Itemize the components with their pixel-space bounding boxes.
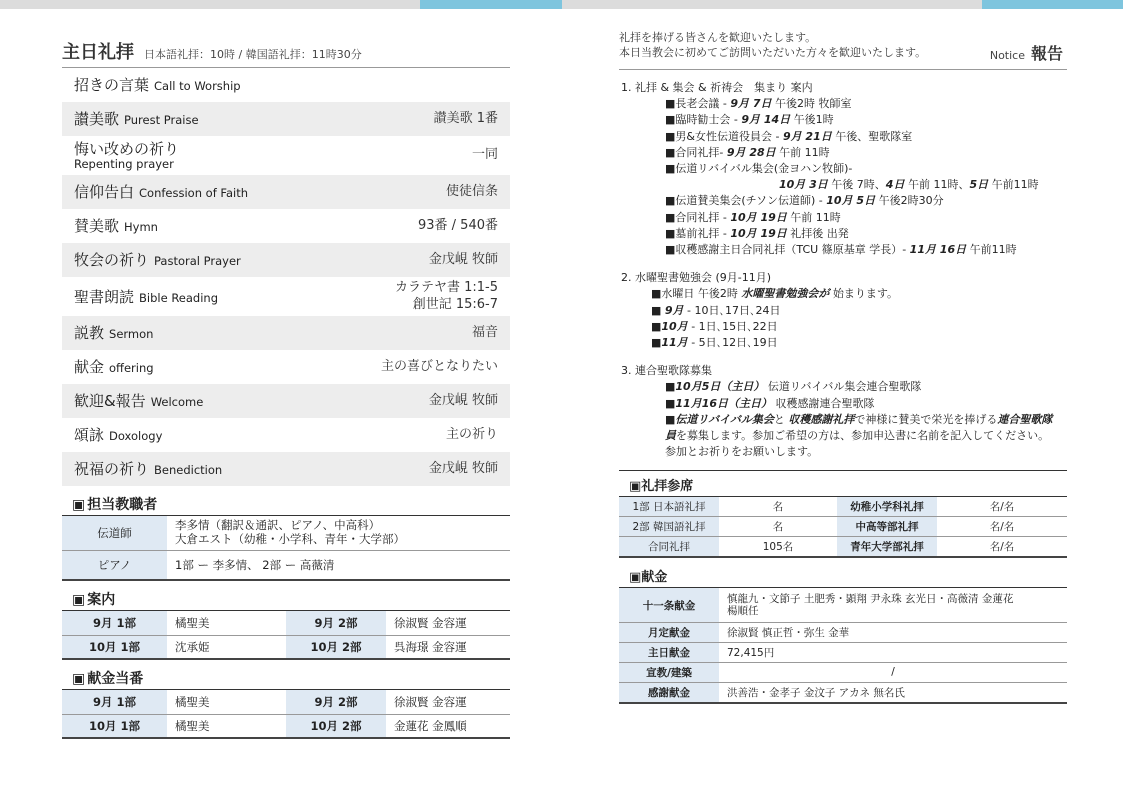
attendance-title-text: 礼拝参席 bbox=[641, 479, 694, 495]
announcement-item bbox=[619, 319, 1067, 335]
item-text: 伝道リバイバル集会連合聖歌隊 bbox=[764, 380, 922, 394]
order-en: Sermon bbox=[109, 327, 154, 341]
attendance-label: 中高等部礼拝 bbox=[837, 517, 937, 537]
guide-table bbox=[62, 611, 510, 660]
item-text: 午後 7時、 bbox=[827, 178, 886, 192]
offering-table bbox=[619, 588, 1067, 704]
bible-reading-1: カラテヤ書 1:1-5 bbox=[394, 279, 498, 295]
announcement-item bbox=[619, 379, 1067, 395]
table-row bbox=[619, 588, 1067, 622]
offering-label: 十一条献金 bbox=[619, 588, 719, 622]
worship-subtitle: 日本語礼拝：10時 / 韓国語礼拝：11時30分 bbox=[144, 48, 362, 61]
order-jp: 招きの言葉 bbox=[74, 76, 150, 94]
attendance-label: 合同礼拝 bbox=[619, 537, 719, 558]
order-value: 主の祈り bbox=[445, 426, 498, 442]
order-en: offering bbox=[109, 361, 154, 375]
duty-value: 金蓮花 金鳳順 bbox=[386, 714, 510, 738]
announcement-item bbox=[619, 145, 1067, 161]
order-value: 金戊峴 牧師 bbox=[428, 251, 498, 267]
offering-value-line: 楊順任 bbox=[727, 605, 759, 618]
worship-header bbox=[62, 32, 510, 68]
order-row bbox=[62, 452, 510, 486]
item-em: 9月 bbox=[664, 303, 684, 317]
item-text: ■水曜日 午後2時 bbox=[651, 287, 742, 301]
guide-title-text: 案内 bbox=[87, 592, 116, 609]
announcement-heading: 3. 連合聖歌隊募集 bbox=[621, 364, 712, 378]
staff-value-line: 李多情（翻訳＆通訳、ピアノ、中高科） bbox=[175, 518, 381, 532]
item-text: 礼拝後 出発 bbox=[786, 226, 849, 240]
announcement-item-cont bbox=[619, 177, 1067, 193]
table-row bbox=[62, 611, 510, 635]
guide-value: 徐淑賢 金容運 bbox=[386, 611, 510, 635]
table-row bbox=[62, 714, 510, 738]
offering-duty-section-title bbox=[62, 664, 510, 690]
item-text: で神様に賛美で栄光を捧げる bbox=[854, 412, 998, 426]
item-text: 始まります。 bbox=[829, 287, 899, 301]
item-text: 午後、聖歌隊室 bbox=[831, 129, 913, 143]
order-row bbox=[62, 418, 510, 452]
announcement-heading: 1. 礼拝 & 集会 & 祈祷会 集まり 案内 bbox=[621, 81, 813, 94]
item-text: ■ bbox=[665, 396, 676, 410]
announcement-item bbox=[619, 210, 1067, 226]
item-text: ■長老会議 - bbox=[665, 97, 731, 111]
report-title: 報告 bbox=[1030, 44, 1063, 63]
item-text: 午前11時 bbox=[966, 243, 1017, 257]
item-text: 午前 11時 bbox=[786, 210, 841, 224]
item-text: - 1日､15日､22日 bbox=[687, 319, 778, 333]
order-row bbox=[62, 350, 510, 384]
order-jp: 信仰告白 bbox=[74, 183, 135, 201]
item-text: 午後2時 牧師室 bbox=[771, 97, 852, 111]
announcement-item bbox=[619, 242, 1067, 258]
item-em: 10月 bbox=[661, 319, 688, 333]
welcome-line-2: 本日当教会に初めてご訪問いただいた方々を歓迎いたします。 bbox=[619, 46, 927, 60]
order-value: 讃美歌 1番 bbox=[433, 110, 498, 126]
table-row bbox=[619, 642, 1067, 662]
order-jp: 賛美歌 bbox=[74, 217, 120, 235]
order-value: 金戊峴 牧師 bbox=[428, 392, 498, 408]
order-en: Welcome bbox=[150, 395, 204, 409]
item-text: ■ bbox=[651, 336, 662, 350]
item-text: を募集します。参加ご希望の方は、参加申込書に名前を記入してください。参加とお祈りをお願いします。 bbox=[665, 429, 1050, 459]
item-text: ■合同礼拝 - bbox=[665, 210, 731, 224]
table-row bbox=[62, 516, 510, 550]
staff-label: 伝道師 bbox=[62, 516, 167, 550]
duty-label: 10月 2部 bbox=[286, 714, 386, 738]
order-jp: 祝福の祈り bbox=[74, 460, 150, 478]
order-jp: 讃美歌 bbox=[74, 110, 120, 128]
order-en: Purest Praise bbox=[124, 113, 199, 127]
offering-value: 洪善浩・金孝子 金汶子 アカネ 無名氏 bbox=[719, 682, 1067, 703]
square-bullet-icon: ▣ bbox=[629, 479, 642, 495]
attendance-value: 名/名 bbox=[937, 517, 1067, 537]
announcement-item bbox=[619, 129, 1067, 145]
item-em: 収穫感謝礼拝 bbox=[788, 412, 855, 426]
square-bullet-icon: ▣ bbox=[72, 592, 86, 609]
item-date: 4日 bbox=[885, 178, 905, 192]
order-jp: 歓迎&報告 bbox=[74, 392, 146, 410]
order-row bbox=[62, 68, 510, 102]
item-date: 9月 7日 bbox=[730, 97, 772, 111]
square-bullet-icon: ▣ bbox=[72, 497, 86, 513]
offering-value: 72,415円 bbox=[719, 642, 1067, 662]
table-row bbox=[62, 550, 510, 580]
duty-value: 橘聖美 bbox=[167, 690, 286, 714]
table-row bbox=[619, 682, 1067, 703]
attendance-table bbox=[619, 497, 1067, 558]
announcement-item bbox=[619, 193, 1067, 209]
item-text: ■男&女性伝道役員会 - bbox=[665, 129, 783, 143]
duty-value: 橘聖美 bbox=[167, 714, 286, 738]
attendance-label: 1部 日本語礼拝 bbox=[619, 497, 719, 517]
offering-duty-title-text: 献金当番 bbox=[87, 671, 144, 688]
order-row bbox=[62, 316, 510, 350]
notice-label: Notice bbox=[989, 49, 1025, 62]
order-row bbox=[62, 384, 510, 418]
staff-section-title bbox=[62, 490, 510, 516]
table-row bbox=[619, 497, 1067, 517]
item-em: 水曜聖書勉強会が bbox=[741, 287, 830, 301]
announcement-heading: 2. 水曜聖書勉強会 (9月-11月) bbox=[621, 271, 772, 285]
announcement-item bbox=[619, 161, 1067, 177]
item-text: ■ bbox=[665, 412, 676, 426]
item-text: 午前11時 bbox=[988, 178, 1039, 192]
order-jp: 献金 bbox=[74, 358, 105, 376]
item-text: 午後1時 bbox=[790, 113, 834, 127]
item-date: 10月 3日 bbox=[779, 178, 828, 192]
attendance-label: 2部 韓国語礼拝 bbox=[619, 517, 719, 537]
attendance-label: 幼稚小学科礼拝 bbox=[837, 497, 937, 517]
order-jp: 悔い改めの祈り bbox=[74, 139, 180, 158]
announcement-item bbox=[619, 396, 1067, 412]
item-date: 9月 28日 bbox=[726, 145, 776, 159]
staff-title-text: 担当教職者 bbox=[87, 497, 158, 513]
item-text: - 5日､12日､19日 bbox=[687, 336, 778, 350]
item-em: 11月 bbox=[661, 336, 688, 350]
item-date: 11月 16日 bbox=[909, 243, 967, 257]
table-row bbox=[619, 662, 1067, 682]
worship-title: 主日礼拝 bbox=[62, 42, 134, 63]
order-en: Pastoral Prayer bbox=[154, 254, 241, 268]
table-row bbox=[62, 635, 510, 659]
item-text: ■ bbox=[665, 380, 676, 394]
top-bar-right-accent bbox=[982, 0, 1123, 9]
item-em: 11月16日（主日） bbox=[675, 396, 773, 410]
top-bar-right bbox=[562, 0, 982, 9]
item-date: 10月 5日 bbox=[826, 194, 876, 208]
order-value: 福音 bbox=[471, 324, 498, 340]
attendance-label: 青年大学部礼拝 bbox=[837, 537, 937, 558]
bible-reading-2: 創世記 15:6-7 bbox=[412, 296, 498, 312]
item-text: ■ bbox=[651, 319, 662, 333]
square-bullet-icon: ▣ bbox=[629, 570, 642, 586]
duty-label: 9月 1部 bbox=[62, 690, 167, 714]
item-date: 9月 21日 bbox=[782, 129, 832, 143]
duty-label: 9月 2部 bbox=[286, 690, 386, 714]
order-row bbox=[62, 102, 510, 136]
guide-label: 9月 2部 bbox=[286, 611, 386, 635]
item-text: ■伝道賛美集会(チソン伝道師) - bbox=[665, 194, 827, 208]
order-en: Bible Reading bbox=[139, 290, 219, 305]
table-row bbox=[619, 537, 1067, 558]
offering-label: 主日献金 bbox=[619, 642, 719, 662]
order-value: 使徒信条 bbox=[445, 183, 498, 199]
offering-value bbox=[719, 588, 1067, 622]
item-text: 午前 11時、 bbox=[904, 178, 970, 192]
order-en: Benediction bbox=[154, 463, 223, 477]
order-en: Doxology bbox=[109, 429, 163, 443]
item-date: 10月 19日 bbox=[730, 226, 787, 240]
attendance-value: 名/名 bbox=[937, 537, 1067, 558]
duty-value: 徐淑賢 金容運 bbox=[386, 690, 510, 714]
item-text: 午後2時30分 bbox=[875, 194, 944, 208]
order-value: 一同 bbox=[471, 147, 498, 163]
table-row bbox=[619, 622, 1067, 642]
order-en: Call to Worship bbox=[154, 79, 241, 93]
offering-title-text: 献金 bbox=[641, 570, 668, 586]
staff-label: ピアノ bbox=[62, 550, 167, 580]
square-bullet-icon: ▣ bbox=[72, 671, 86, 688]
order-value: 金戊峴 牧師 bbox=[428, 460, 498, 476]
offering-value: 徐淑賢 慎正哲・弥生 金華 bbox=[719, 622, 1067, 642]
order-en: Confession of Faith bbox=[139, 186, 248, 200]
order-jp: 牧会の祈り bbox=[74, 251, 150, 269]
announcement-item bbox=[619, 335, 1067, 351]
guide-value: 呉海璟 金容運 bbox=[386, 635, 510, 659]
item-em: 連合聖歌隊員 bbox=[665, 412, 1053, 443]
item-text: ■合同礼拝- bbox=[665, 145, 727, 159]
guide-label: 10月 1部 bbox=[62, 635, 167, 659]
item-text: ■収穫感謝主日合同礼拝（TCU 篠原基章 学長）- bbox=[665, 243, 910, 257]
order-jp: 聖書朗読 bbox=[74, 287, 135, 306]
offering-label: 宣教/建築 bbox=[619, 662, 719, 682]
announcement-item bbox=[619, 112, 1067, 128]
offering-label: 月定献金 bbox=[619, 622, 719, 642]
item-text: - 10日､17日､24日 bbox=[683, 303, 781, 317]
order-of-service bbox=[62, 68, 510, 486]
offering-duty-table bbox=[62, 690, 510, 739]
announcement-item bbox=[619, 226, 1067, 242]
guide-label: 9月 1部 bbox=[62, 611, 167, 635]
order-value bbox=[395, 280, 498, 314]
order-value: 93番 / 540番 bbox=[418, 217, 498, 233]
announcement-paragraph bbox=[619, 412, 1067, 461]
staff-value-line: 大倉エスト（幼稚・小学科、青年・大学部） bbox=[175, 531, 405, 546]
order-row bbox=[62, 277, 510, 316]
top-bar-left-accent bbox=[420, 0, 562, 9]
order-row bbox=[62, 243, 510, 277]
attendance-value: 105名 bbox=[719, 537, 837, 558]
order-en: Hymn bbox=[124, 220, 158, 234]
staff-table bbox=[62, 516, 510, 581]
staff-value bbox=[167, 516, 510, 550]
top-bar-left bbox=[0, 0, 420, 9]
attendance-section-title bbox=[619, 471, 1067, 497]
item-date: 5日 bbox=[969, 178, 989, 192]
guide-label: 10月 2部 bbox=[286, 635, 386, 659]
guide-value: 沈承姫 bbox=[167, 635, 286, 659]
announcement-item bbox=[619, 303, 1067, 319]
order-value: 主の喜びとなりたい bbox=[380, 358, 498, 374]
welcome-line-1: 礼拝を捧げる皆さんを歓迎いたします。 bbox=[619, 31, 817, 44]
item-text: ■墓前礼拝 - bbox=[665, 226, 731, 240]
staff-value: 1部 ー 李多情、 2部 ー 高薇清 bbox=[167, 550, 510, 580]
announcements bbox=[619, 80, 1067, 460]
order-en: Repenting prayer bbox=[74, 156, 174, 171]
announcement-item bbox=[619, 286, 1067, 302]
attendance-value: 名/名 bbox=[937, 497, 1067, 517]
offering-value: / bbox=[719, 662, 1067, 682]
item-text: ■ bbox=[651, 303, 665, 317]
duty-label: 10月 1部 bbox=[62, 714, 167, 738]
offering-value-line: 慎龍九・文節子 土肥秀・顕翔 尹永珠 玄光日・高薇清 金蓮花 bbox=[727, 592, 1014, 605]
attendance-value: 名 bbox=[719, 517, 837, 537]
item-em: 伝道リバイバル集会 bbox=[675, 412, 774, 426]
order-row bbox=[62, 136, 510, 175]
offering-label: 感謝献金 bbox=[619, 682, 719, 703]
item-text: 午前 11時 bbox=[775, 145, 830, 159]
left-page bbox=[62, 32, 510, 739]
guide-value: 橘聖美 bbox=[167, 611, 286, 635]
table-row bbox=[619, 517, 1067, 537]
order-row bbox=[62, 209, 510, 243]
guide-section-title bbox=[62, 585, 510, 611]
table-row bbox=[62, 690, 510, 714]
right-page bbox=[619, 30, 1067, 704]
attendance-value: 名 bbox=[719, 497, 837, 517]
item-text: ■臨時勧士会 - bbox=[665, 113, 742, 127]
item-text: と bbox=[773, 412, 789, 426]
announcement-item bbox=[619, 96, 1067, 112]
item-text: ■伝道リバイバル集会(金ヨハン牧師)- bbox=[665, 162, 853, 176]
item-em: 10月5日（主日） bbox=[675, 380, 765, 394]
offering-section-title bbox=[619, 562, 1067, 588]
item-date: 9月 14日 bbox=[741, 113, 791, 127]
notice-header bbox=[619, 30, 1067, 70]
order-row bbox=[62, 175, 510, 209]
order-jp: 説教 bbox=[74, 324, 105, 342]
order-jp: 頌詠 bbox=[74, 426, 105, 444]
item-date: 10月 19日 bbox=[730, 210, 787, 224]
item-text: 収穫感謝連合聖歌隊 bbox=[772, 396, 875, 410]
